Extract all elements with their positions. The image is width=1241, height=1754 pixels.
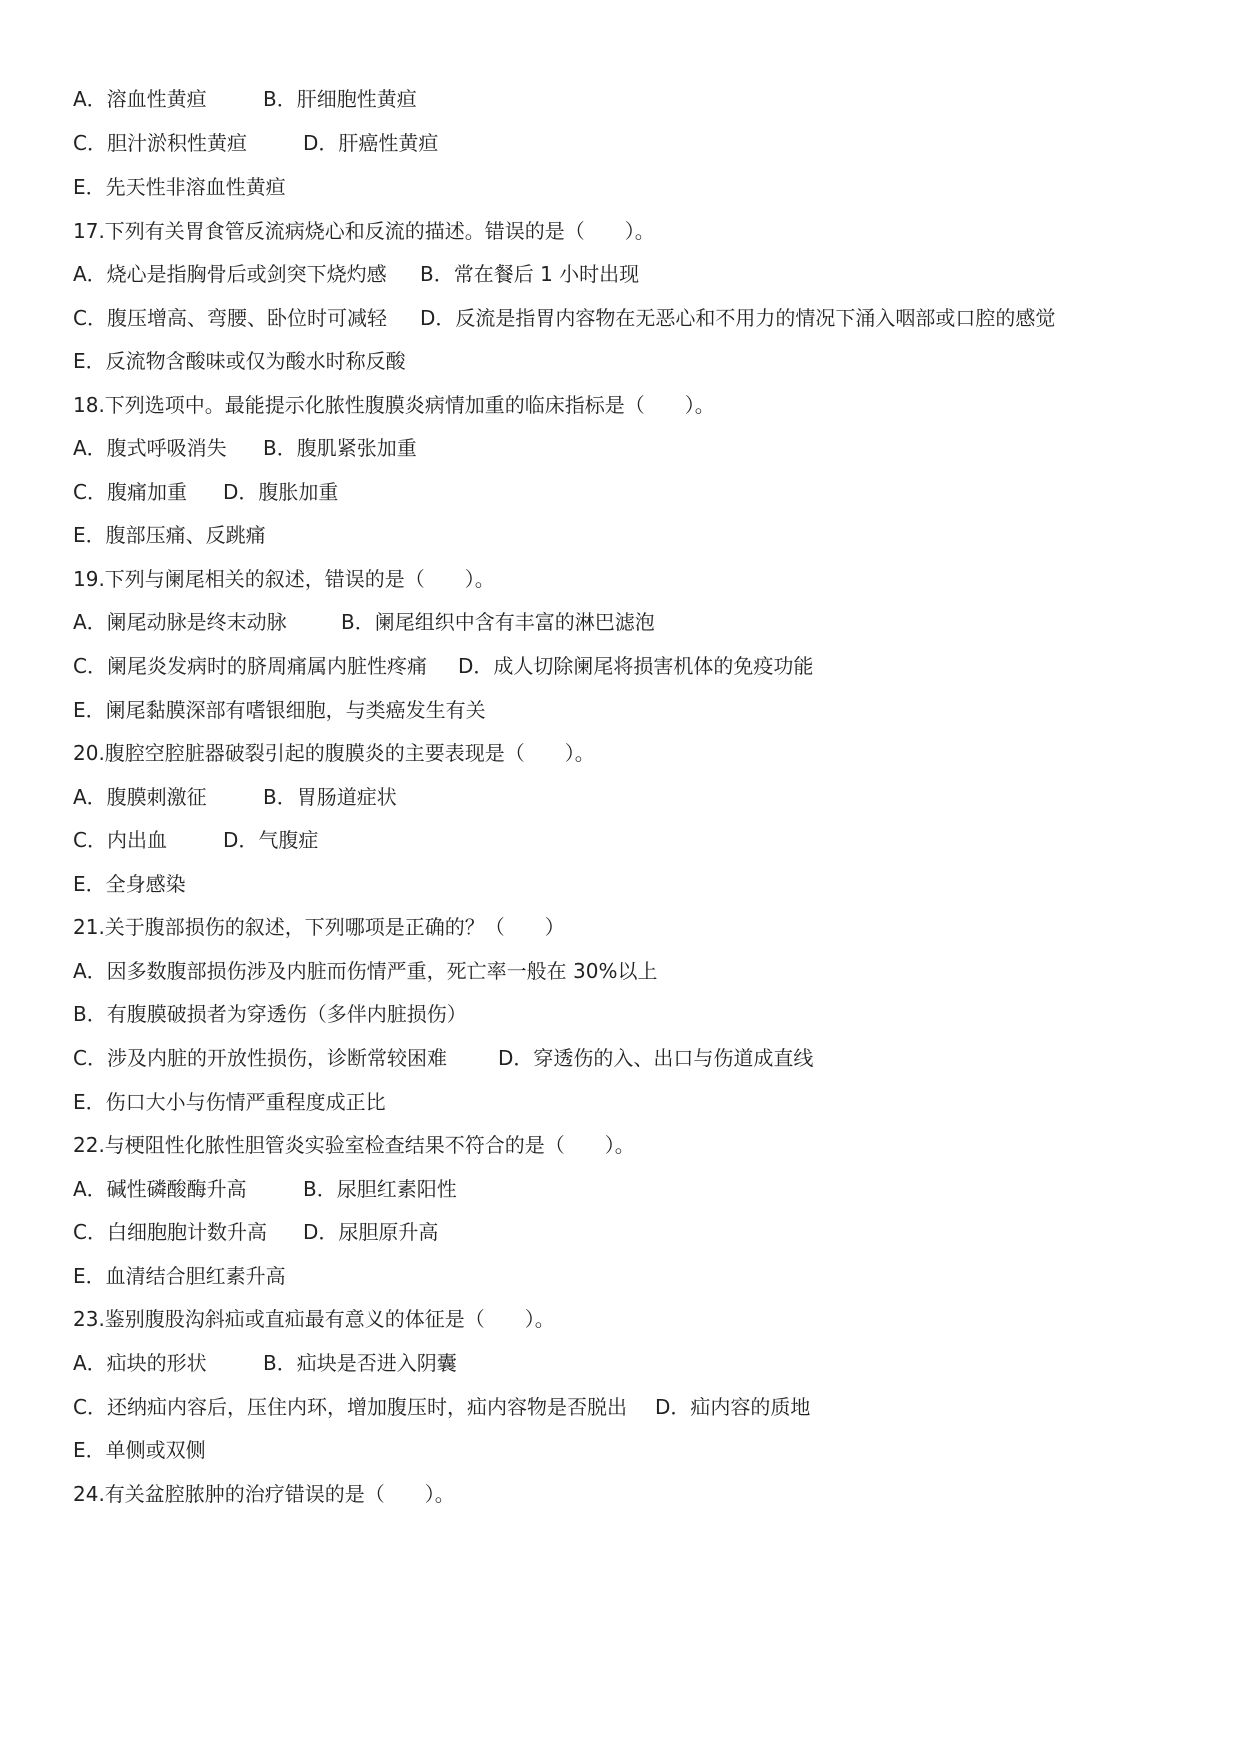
- q22-option-c: C．白细胞胞计数升高: [73, 1220, 267, 1244]
- q21-option-e: E．伤口大小与伤情严重程度成正比: [73, 1090, 386, 1114]
- q17-option-e: E．反流物含酸味或仅为酸水时称反酸: [73, 349, 406, 373]
- q19-option-c: C．阑尾炎发病时的脐周痛属内脏性疼痛: [73, 654, 427, 678]
- q23-option-d: D．疝内容的质地: [655, 1395, 811, 1419]
- q23-option-a: A．疝块的形状: [73, 1351, 207, 1375]
- q23-stem: 23.鉴别腹股沟斜疝或直疝最有意义的体征是（ ）。: [73, 1307, 555, 1331]
- q21-stem: 21.关于腹部损伤的叙述，下列哪项是正确的？（ ）: [73, 915, 565, 939]
- q19-stem: 19.下列与阑尾相关的叙述，错误的是（ ）。: [73, 567, 495, 591]
- q20-option-c: C．内出血: [73, 828, 167, 852]
- q24-stem: 24.有关盆腔脓肿的治疗错误的是（ ）。: [73, 1482, 455, 1506]
- q16-option-a: A．溶血性黄疸: [73, 87, 207, 111]
- q21-option-d: D．穿透伤的入、出口与伤道成直线: [498, 1046, 814, 1070]
- q22-option-a: A．碱性磷酸酶升高: [73, 1177, 247, 1201]
- q17-option-d: D．反流是指胃内容物在无恶心和不用力的情况下涌入咽部或口腔的感觉: [420, 306, 1056, 330]
- q23-option-b: B．疝块是否进入阴囊: [263, 1351, 457, 1375]
- q17-option-a: A．烧心是指胸骨后或剑突下烧灼感: [73, 262, 387, 286]
- q18-option-a: A．腹式呼吸消失: [73, 436, 227, 460]
- q19-option-a: A．阑尾动脉是终末动脉: [73, 610, 287, 634]
- q16-option-c: C．胆汁淤积性黄疸: [73, 131, 247, 155]
- q19-option-d: D．成人切除阑尾将损害机体的免疫功能: [458, 654, 814, 678]
- q20-option-e: E．全身感染: [73, 872, 186, 896]
- q22-option-e: E．血清结合胆红素升高: [73, 1264, 286, 1288]
- q18-option-d: D．腹胀加重: [223, 480, 339, 504]
- q22-option-b: B．尿胆红素阳性: [303, 1177, 457, 1201]
- q20-stem: 20.腹腔空腔脏器破裂引起的腹膜炎的主要表现是（ ）。: [73, 741, 595, 765]
- q21-option-a: A．因多数腹部损伤涉及内脏而伤情严重，死亡率一般在 30%以上: [73, 959, 658, 983]
- q21-option-c: C．涉及内脏的开放性损伤，诊断常较困难: [73, 1046, 447, 1070]
- q16-option-e: E．先天性非溶血性黄疸: [73, 175, 286, 199]
- q19-option-e: E．阑尾黏膜深部有嗜银细胞，与类癌发生有关: [73, 698, 486, 722]
- q17-stem: 17.下列有关胃食管反流病烧心和反流的描述。错误的是（ ）。: [73, 219, 655, 243]
- q16-option-d: D．肝癌性黄疸: [303, 131, 439, 155]
- q20-option-a: A．腹膜刺激征: [73, 785, 207, 809]
- q18-option-e: E．腹部压痛、反跳痛: [73, 523, 266, 547]
- q18-option-b: B．腹肌紧张加重: [263, 436, 417, 460]
- q22-option-d: D．尿胆原升高: [303, 1220, 439, 1244]
- q20-option-b: B．胃肠道症状: [263, 785, 397, 809]
- q23-option-e: E．单侧或双侧: [73, 1438, 206, 1462]
- q17-option-b: B．常在餐后 1 小时出现: [420, 262, 640, 286]
- q23-option-c: C．还纳疝内容后，压住内环，增加腹压时，疝内容物是否脱出: [73, 1395, 627, 1419]
- q17-option-c: C．腹压增高、弯腰、卧位时可减轻: [73, 306, 387, 330]
- q16-option-b: B．肝细胞性黄疸: [263, 87, 417, 111]
- q21-option-b: B．有腹膜破损者为穿透伤（多伴内脏损伤）: [73, 1002, 467, 1026]
- q22-stem: 22.与梗阻性化脓性胆管炎实验室检查结果不符合的是（ ）。: [73, 1133, 635, 1157]
- q19-option-b: B．阑尾组织中含有丰富的淋巴滤泡: [341, 610, 655, 634]
- q18-option-c: C．腹痛加重: [73, 480, 187, 504]
- q20-option-d: D．气腹症: [223, 828, 319, 852]
- q18-stem: 18.下列选项中。最能提示化脓性腹膜炎病情加重的临床指标是（ ）。: [73, 393, 715, 417]
